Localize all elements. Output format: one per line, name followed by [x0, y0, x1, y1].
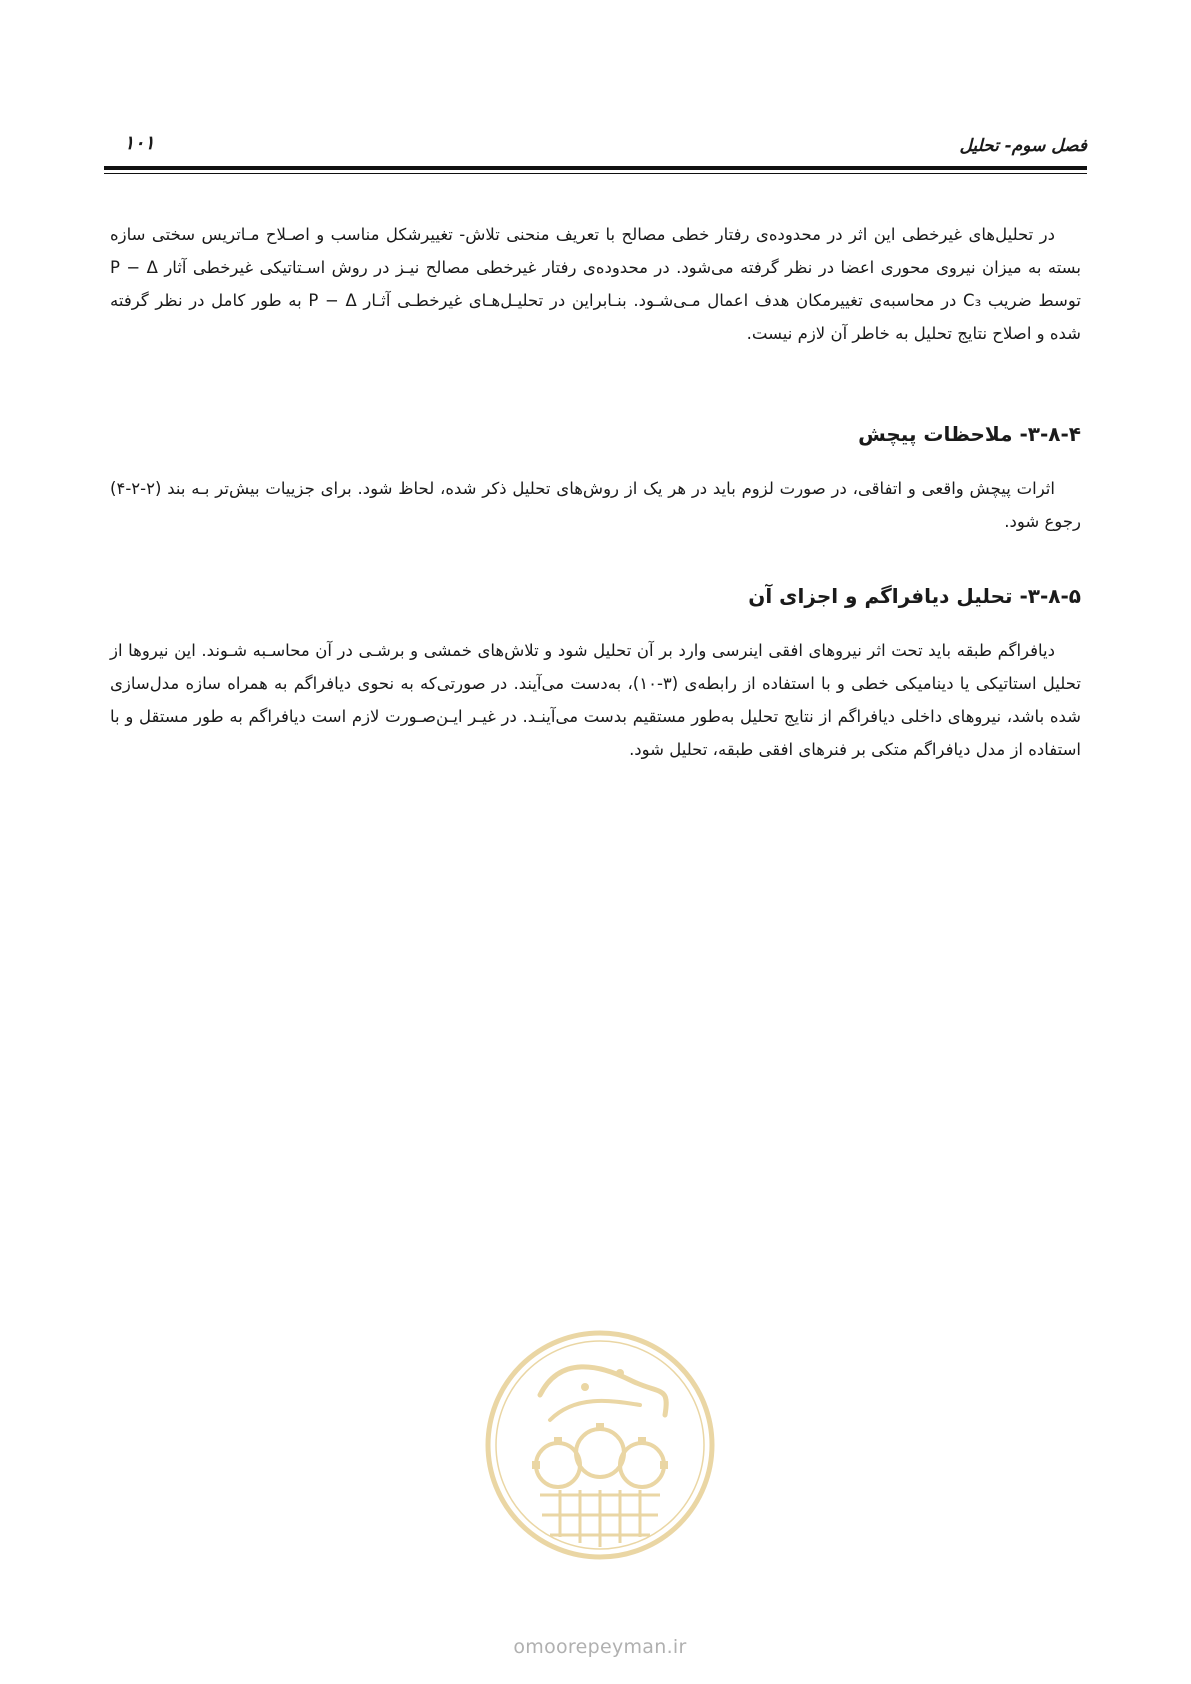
diaphragm-paragraph-block: [110, 634, 1081, 766]
intro-paragraph-block: [110, 218, 1081, 350]
page-number: ۱۰۱: [124, 132, 155, 154]
watermark-url: omoorepeyman.ir: [513, 1636, 687, 1658]
torsion-paragraph: اثرات پیچش واقعی و اتفاقی، در صورت لزوم باید در هر یک از روش‌های تحلیل ذکر شده، لحاظ شود. برای جزییات بیش‌تر بـه بند (۲-۲-۴) رجوع شود.: [110, 479, 1081, 531]
header-rule-thin: [104, 173, 1087, 174]
section-heading-diaphragm: ۳-۸-۵- تحلیل دیافراگم و اجزای آن: [748, 584, 1081, 608]
intro-paragraph: در تحلیل‌های غیرخطی این اثر در محدوده‌ی رفتار خطی مصالح با تعریف منحنی تلاش- تغییرشکل مناسب و اصـلاح مـاتریس سختی سازه بسته به میزان نیروی محوری اعضا در نظر گرفته می‌شود. در محدوده‌ی رفتار غیرخطی مصالح نیـز در روش اسـتاتیکی غیرخطی آثار P − Δ توسط ضریب C₃ در محاسبه‌ی تغییرمکان هدف اعمال مـی‌شـود. بنـابراین در تحلیـل‌هـای غیرخطـی آثـار P − Δ به طور کامل در نظر گرفته شده و اصلاح نتایج تحلیل به خاطر آن لازم نیست.: [110, 225, 1081, 343]
page-header: [104, 128, 1087, 162]
chapter-title: فصل سوم- تحلیل: [959, 136, 1087, 156]
section-heading-torsion: ۳-۸-۴- ملاحظات پیچش: [858, 422, 1081, 446]
torsion-paragraph-block: [110, 472, 1081, 538]
watermark-logo: [480, 1325, 720, 1565]
diaphragm-paragraph: دیافراگم طبقه باید تحت اثر نیروهای افقی اینرسی وارد بر آن تحلیل شود و تلاش‌های خمشی و برشـی در آن محاسـبه شـوند. این نیروها از تحلیل استاتیکی یا دینامیکی خطی و با استفاده از رابطه‌ی (۳-۱۰)، به‌دست می‌آیند. در صورتی‌که به نحوی دیافراگم به همراه سازه مدل‌سازی شده باشد، نیروهای داخلی دیافراگم از نتایج تحلیل به‌طور مستقیم بدست می‌آینـد. در غیـر ایـن‌صـورت لازم است دیافراگم به طور مستقل و با استفاده از مدل دیافراگم متکی بر فنرهای افقی طبقه، تحلیل شود.: [110, 641, 1081, 759]
header-rule-thick: [104, 166, 1087, 170]
